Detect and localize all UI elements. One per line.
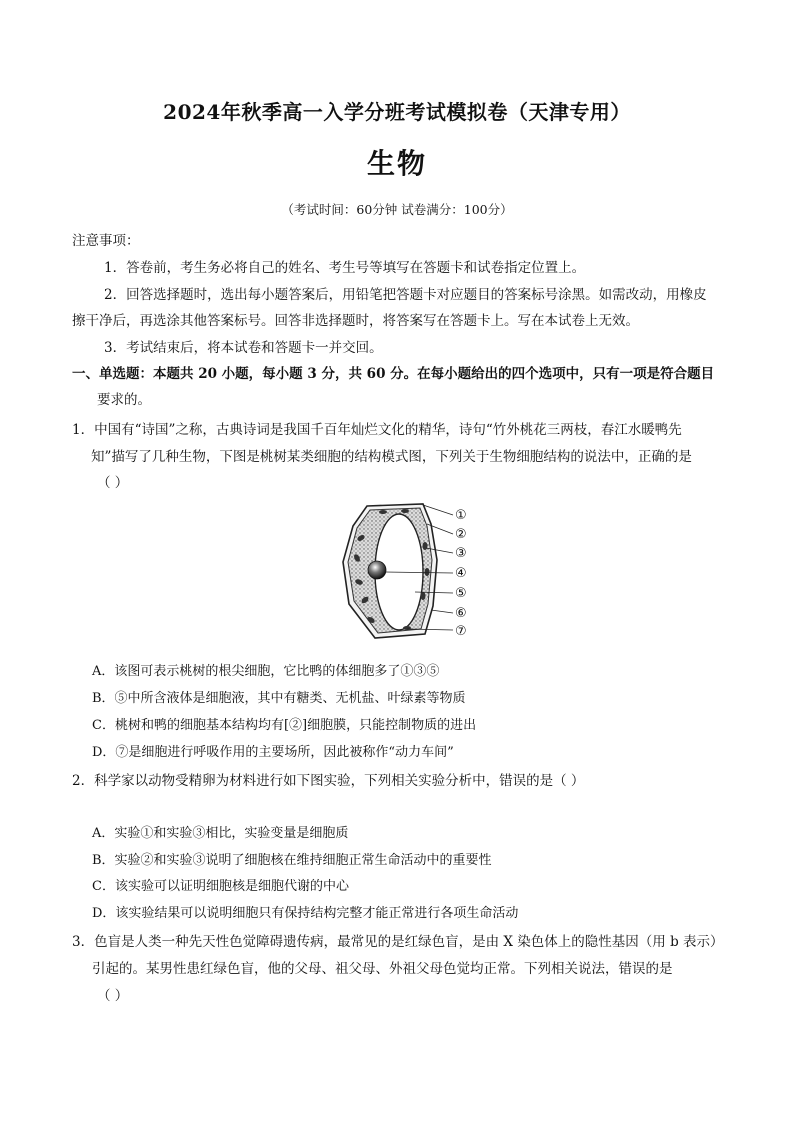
figure-label-1: ①: [455, 508, 467, 523]
question-2-option-a: A．实验①和实验③相比，实验变量是细胞质: [92, 826, 349, 841]
section-heading-line-1: 一、单选题：本题共 20 小题，每小题 3 分，共 60 分。在每小题给出的四个选项中，只有一项是符合题目: [72, 366, 715, 382]
notes-heading: 注意事项：: [72, 233, 140, 249]
figure-label-5: ⑤: [455, 586, 467, 601]
question-2-option-c: C．该实验可以证明细胞核是细胞代谢的中心: [92, 879, 349, 894]
question-1-option-b: B．⑤中所含液体是细胞液，其中有糖类、无机盐、叶绿素等物质: [92, 691, 466, 706]
question-2-option-b: B．实验②和实验③说明了细胞核在维持细胞正常生命活动中的重要性: [92, 853, 492, 868]
question-1-answer-blank: （ ）: [97, 475, 129, 491]
figure-label-4: ④: [455, 566, 467, 581]
question-2-option-d: D．该实验结果可以说明细胞只有保持结构完整才能正常进行各项生命活动: [92, 906, 519, 921]
note-item-2-line-1: 2．回答选择题时，选出每小题答案后，用铅笔把答题卡对应题目的答案标号涂黑。如需改动，用橡皮: [104, 287, 707, 303]
section-heading-line-2: 要求的。: [97, 392, 151, 408]
note-item-3: 3．考试结束后，将本试卷和答题卡一并交回。: [104, 340, 383, 356]
question-2-stem: 2．科学家以动物受精卵为材料进行如下图实验，下列相关实验分析中，错误的是（ ）: [72, 773, 585, 789]
exam-info: （考试时间：60分钟 试卷满分：100分）: [281, 202, 513, 217]
plant-cell-diagram: [335, 496, 485, 646]
question-1-option-d: D．⑦是细胞进行呼吸作用的主要场所，因此被称作“动力车间”: [92, 745, 454, 760]
figure-label-6: ⑥: [455, 606, 467, 621]
question-1-line-1: 1．中国有“诗国”之称，古典诗词是我国千百年灿烂文化的精华，诗句“竹外桃花三两枝，春江水暖鸭先: [72, 422, 682, 438]
question-1-option-a: A．该图可表示桃树的根尖细胞，它比鸭的体细胞多了①③⑤: [92, 664, 440, 679]
question-1-option-c: C．桃树和鸭的细胞基本结构均有[②]细胞膜，只能控制物质的进出: [92, 718, 477, 733]
figure-label-2: ②: [455, 527, 467, 542]
subject-title: 生物: [366, 147, 427, 180]
figure-label-3: ③: [455, 546, 467, 561]
note-item-2-line-2: 擦干净后，再选涂其他答案标号。回答非选择题时，将答案写在答题卡上。写在本试卷上无效。: [72, 313, 639, 329]
question-3-line-2: 引起的。某男性患红绿色盲，他的父母、祖父母、外祖父母色觉均正常。下列相关说法，错误的是: [92, 961, 673, 977]
question-1-line-2: 知”描写了几种生物，下图是桃树某类细胞的结构模式图，下列关于生物细胞结构的说法中，正确的是: [91, 449, 692, 465]
nucleus: [368, 561, 386, 579]
figure-label-7: ⑦: [455, 624, 467, 639]
question-3-line-1: 3．色盲是人类一种先天性色觉障碍遗传病，最常见的是红绿色盲，是由 X 染色体上的隐性基因（用 b 表示）: [72, 934, 724, 950]
question-3-answer-blank: （ ）: [97, 988, 129, 1004]
note-item-1: 1．答卷前，考生务必将自己的姓名、考生号等填写在答题卡和试卷指定位置上。: [104, 260, 586, 276]
exam-title: 2024年秋季高一入学分班考试模拟卷（天津专用）: [163, 100, 631, 124]
